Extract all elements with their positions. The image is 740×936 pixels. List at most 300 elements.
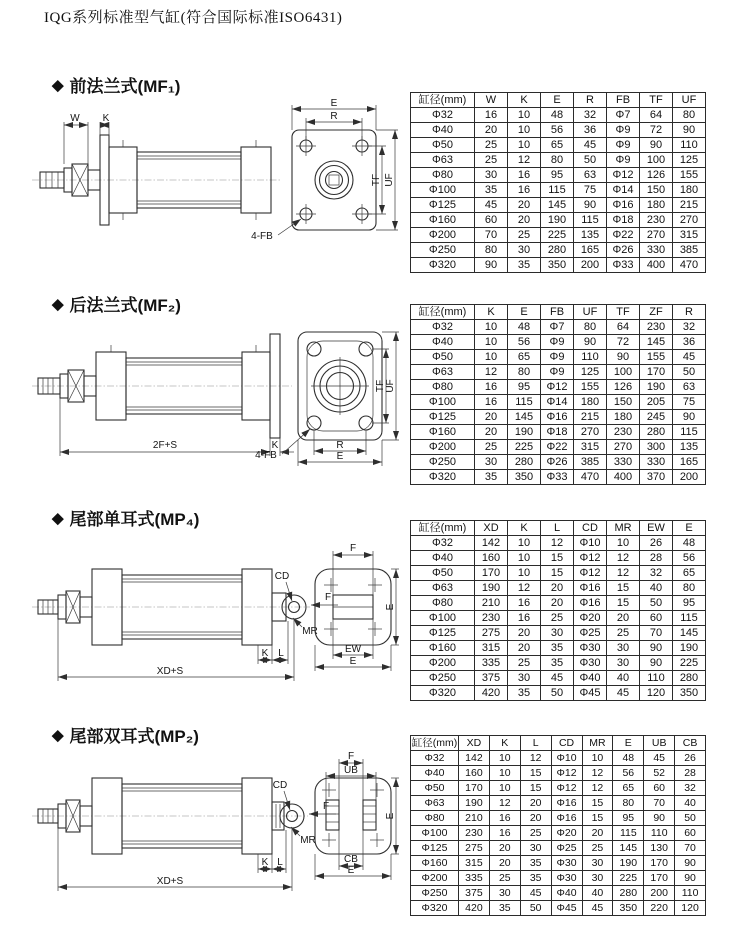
column-header: UB [644, 736, 675, 751]
spec-value-cell: 60 [675, 826, 706, 841]
spec-value-cell: 25 [520, 826, 551, 841]
spec-table-mf2 [410, 304, 706, 485]
section-heading-mp4 [52, 505, 199, 530]
spec-value-cell: 210 [459, 811, 490, 826]
spec-value-cell: Φ40 [551, 886, 582, 901]
spec-value-cell: 65 [673, 566, 706, 581]
bore-diameter-cell: Φ50 [411, 350, 475, 365]
spec-table-mp4 [410, 520, 706, 701]
spec-value-cell: 35 [475, 470, 508, 485]
spec-value-cell: 95 [541, 168, 574, 183]
spec-value-cell: 35 [508, 686, 541, 701]
spec-value-cell: 160 [475, 551, 508, 566]
spec-value-cell: 75 [673, 395, 706, 410]
table-row [411, 596, 706, 611]
spec-value-cell: Φ9 [541, 335, 574, 350]
spec-value-cell: 45 [475, 198, 508, 213]
spec-value-cell: 35 [541, 656, 574, 671]
column-header: FB [541, 305, 574, 320]
dim-label-k: K [261, 648, 269, 659]
spec-value-cell: 64 [607, 320, 640, 335]
spec-value-cell: 25 [475, 153, 508, 168]
page-title: IQG系列标准型气缸(符合国际标准ISO6431) [44, 10, 343, 26]
spec-value-cell: 16 [475, 395, 508, 410]
spec-value-cell: Φ40 [574, 671, 607, 686]
spec-value-cell: 63 [673, 380, 706, 395]
spec-value-cell: 270 [574, 425, 607, 440]
spec-value-cell: 270 [607, 440, 640, 455]
bore-diameter-cell: Φ125 [411, 198, 475, 213]
dim-label-uf: UF [384, 173, 395, 187]
spec-value-cell: 225 [508, 440, 541, 455]
spec-value-cell: 26 [675, 751, 706, 766]
spec-value-cell: 200 [574, 258, 607, 273]
spec-value-cell: 205 [640, 395, 673, 410]
table-row [411, 425, 706, 440]
spec-value-cell: 20 [508, 198, 541, 213]
table-row [411, 440, 706, 455]
bore-diameter-cell: Φ125 [411, 841, 459, 856]
spec-value-cell: Φ30 [574, 641, 607, 656]
bore-diameter-cell: Φ40 [411, 766, 459, 781]
table-row [411, 198, 706, 213]
spec-value-cell: 180 [574, 395, 607, 410]
table-row [411, 258, 706, 273]
spec-value-cell: 90 [640, 138, 673, 153]
bore-diameter-cell: Φ63 [411, 796, 459, 811]
column-header: 缸径(mm) [411, 93, 475, 108]
spec-value-cell: 20 [475, 425, 508, 440]
spec-value-cell: 230 [640, 213, 673, 228]
spec-value-cell: 230 [640, 320, 673, 335]
spec-value-cell: 190 [673, 641, 706, 656]
bore-diameter-cell: Φ160 [411, 856, 459, 871]
spec-value-cell: 115 [508, 395, 541, 410]
dim-label-k: K [261, 857, 269, 868]
spec-value-cell: Φ30 [551, 871, 582, 886]
section-heading-mp2 [52, 722, 199, 747]
bore-diameter-cell: Φ250 [411, 886, 459, 901]
spec-value-cell: 10 [508, 566, 541, 581]
spec-value-cell: 126 [607, 380, 640, 395]
bore-diameter-cell: Φ320 [411, 470, 475, 485]
table-row [411, 335, 706, 350]
column-header: EW [640, 521, 673, 536]
table-row [411, 320, 706, 335]
spec-value-cell: Φ20 [574, 611, 607, 626]
spec-value-cell: 80 [508, 365, 541, 380]
technical-drawing-single-ear [30, 535, 400, 690]
spec-value-cell: 10 [508, 551, 541, 566]
bore-diameter-cell: Φ100 [411, 611, 475, 626]
table-row [411, 183, 706, 198]
spec-value-cell: 315 [475, 641, 508, 656]
spec-value-cell: 70 [644, 796, 675, 811]
spec-value-cell: 10 [475, 335, 508, 350]
spec-value-cell: 385 [673, 243, 706, 258]
section-heading-text: 后法兰式(MF₂) [69, 296, 181, 315]
column-header: L [541, 521, 574, 536]
table-row [411, 871, 706, 886]
bore-diameter-cell: Φ63 [411, 153, 475, 168]
spec-value-cell: 400 [640, 258, 673, 273]
column-header: K [489, 736, 520, 751]
spec-value-cell: 150 [607, 395, 640, 410]
dim-label-tf: TF [371, 173, 382, 187]
table-row [411, 350, 706, 365]
spec-value-cell: Φ9 [607, 153, 640, 168]
spec-value-cell: 330 [607, 455, 640, 470]
spec-value-cell: 470 [673, 258, 706, 273]
table-row [411, 626, 706, 641]
spec-value-cell: 15 [607, 581, 640, 596]
dim-label-xds: XD+S [156, 666, 184, 677]
spec-value-cell: 30 [489, 886, 520, 901]
spec-value-cell: 12 [582, 781, 613, 796]
spec-value-cell: 40 [640, 581, 673, 596]
spec-value-cell: 40 [582, 886, 613, 901]
table-header-row [411, 305, 706, 320]
bore-diameter-cell: Φ32 [411, 108, 475, 123]
spec-value-cell: 10 [508, 108, 541, 123]
spec-value-cell: Φ33 [607, 258, 640, 273]
spec-value-cell: 95 [508, 380, 541, 395]
spec-value-cell: Φ14 [541, 395, 574, 410]
dim-label-e-bottom: E [347, 865, 355, 876]
column-header: FB [607, 93, 640, 108]
spec-value-cell: Φ9 [607, 138, 640, 153]
spec-value-cell: Φ20 [551, 826, 582, 841]
table-row [411, 796, 706, 811]
table-row [411, 243, 706, 258]
spec-value-cell: Φ16 [541, 410, 574, 425]
spec-value-cell: 25 [489, 871, 520, 886]
table-header-row [411, 521, 706, 536]
spec-value-cell: 35 [508, 258, 541, 273]
spec-value-cell: 12 [520, 751, 551, 766]
bore-diameter-cell: Φ80 [411, 380, 475, 395]
spec-value-cell: Φ45 [574, 686, 607, 701]
spec-value-cell: 90 [475, 258, 508, 273]
spec-value-cell: 350 [541, 258, 574, 273]
spec-value-cell: 48 [613, 751, 644, 766]
spec-value-cell: 170 [644, 856, 675, 871]
spec-value-cell: 80 [475, 243, 508, 258]
bore-diameter-cell: Φ80 [411, 811, 459, 826]
spec-value-cell: 16 [475, 108, 508, 123]
spec-value-cell: Φ45 [551, 901, 582, 916]
spec-value-cell: 25 [475, 138, 508, 153]
bore-diameter-cell: Φ63 [411, 581, 475, 596]
spec-value-cell: 70 [675, 841, 706, 856]
dim-label-f-top: F [347, 751, 355, 762]
column-header: XD [475, 521, 508, 536]
spec-value-cell: 10 [508, 138, 541, 153]
spec-value-cell: 12 [541, 536, 574, 551]
spec-value-cell: 25 [475, 440, 508, 455]
spec-value-cell: 145 [541, 198, 574, 213]
spec-value-cell: 50 [520, 901, 551, 916]
spec-value-cell: 215 [574, 410, 607, 425]
column-header: TF [640, 93, 673, 108]
spec-value-cell: 20 [582, 826, 613, 841]
spec-value-cell: 48 [508, 320, 541, 335]
dim-label-mr: MR [302, 626, 318, 637]
spec-value-cell: 190 [508, 425, 541, 440]
bore-diameter-cell: Φ125 [411, 626, 475, 641]
spec-value-cell: 280 [640, 425, 673, 440]
spec-value-cell: 110 [574, 350, 607, 365]
column-header: CD [574, 521, 607, 536]
spec-value-cell: 20 [541, 581, 574, 596]
bore-diameter-cell: Φ50 [411, 781, 459, 796]
spec-value-cell: 275 [459, 841, 490, 856]
bore-diameter-cell: Φ200 [411, 228, 475, 243]
spec-value-cell: 65 [613, 781, 644, 796]
spec-value-cell: 75 [574, 183, 607, 198]
spec-value-cell: 350 [613, 901, 644, 916]
spec-value-cell: 80 [574, 320, 607, 335]
spec-value-cell: 50 [675, 811, 706, 826]
spec-value-cell: 10 [475, 320, 508, 335]
spec-value-cell: 270 [640, 228, 673, 243]
spec-value-cell: 80 [541, 153, 574, 168]
dim-label-uf: UF [385, 379, 396, 393]
spec-value-cell: 375 [459, 886, 490, 901]
spec-value-cell: 25 [508, 228, 541, 243]
spec-value-cell: 165 [574, 243, 607, 258]
spec-value-cell: 180 [640, 198, 673, 213]
column-header: E [508, 305, 541, 320]
table-row [411, 123, 706, 138]
spec-value-cell: 190 [640, 380, 673, 395]
spec-value-cell: 48 [541, 108, 574, 123]
spec-value-cell: 32 [640, 566, 673, 581]
dim-label-e-bottom: E [349, 656, 357, 667]
table-row [411, 686, 706, 701]
spec-value-cell: 30 [508, 671, 541, 686]
bore-diameter-cell: Φ80 [411, 596, 475, 611]
table-row [411, 856, 706, 871]
column-header: UF [574, 305, 607, 320]
table-row [411, 455, 706, 470]
bore-diameter-cell: Φ200 [411, 440, 475, 455]
spec-value-cell: 150 [640, 183, 673, 198]
bore-diameter-cell: Φ50 [411, 566, 475, 581]
spec-value-cell: 20 [475, 410, 508, 425]
spec-value-cell: 280 [613, 886, 644, 901]
spec-value-cell: 63 [574, 168, 607, 183]
table-row [411, 826, 706, 841]
spec-value-cell: 45 [607, 686, 640, 701]
bore-diameter-cell: Φ40 [411, 335, 475, 350]
spec-value-cell: 25 [607, 626, 640, 641]
spec-value-cell: 48 [673, 536, 706, 551]
spec-value-cell: Φ33 [541, 470, 574, 485]
spec-value-cell: 190 [613, 856, 644, 871]
spec-value-cell: 35 [520, 871, 551, 886]
spec-value-cell: 30 [607, 641, 640, 656]
dim-label-e-right: E [385, 812, 396, 820]
spec-value-cell: Φ30 [551, 856, 582, 871]
spec-value-cell: 180 [673, 183, 706, 198]
spec-value-cell: 25 [508, 656, 541, 671]
column-header: ZF [640, 305, 673, 320]
cylinder-side-view [32, 334, 294, 456]
spec-value-cell: 180 [607, 410, 640, 425]
spec-value-cell: 335 [459, 871, 490, 886]
spec-value-cell: 36 [673, 335, 706, 350]
dim-label-cb: CB [344, 854, 358, 865]
spec-value-cell: 90 [673, 410, 706, 425]
spec-value-cell: 72 [607, 335, 640, 350]
spec-value-cell: 28 [675, 766, 706, 781]
spec-value-cell: Φ25 [551, 841, 582, 856]
dim-label-w: W [70, 113, 80, 124]
spec-value-cell: Φ7 [607, 108, 640, 123]
spec-value-cell: 110 [640, 671, 673, 686]
spec-value-cell: 115 [574, 213, 607, 228]
spec-value-cell: Φ22 [607, 228, 640, 243]
spec-value-cell: 32 [673, 320, 706, 335]
spec-value-cell: 20 [607, 611, 640, 626]
spec-value-cell: 12 [508, 153, 541, 168]
spec-value-cell: 145 [640, 335, 673, 350]
spec-value-cell: 125 [673, 153, 706, 168]
table-header-row [411, 93, 706, 108]
spec-value-cell: Φ12 [574, 551, 607, 566]
spec-value-cell: 80 [673, 108, 706, 123]
spec-value-cell: 45 [582, 901, 613, 916]
column-header: K [508, 521, 541, 536]
dim-label-e: E [336, 451, 344, 462]
dim-label-cd: CD [274, 571, 290, 582]
spec-value-cell: 420 [459, 901, 490, 916]
table-row [411, 138, 706, 153]
spec-value-cell: 170 [475, 566, 508, 581]
spec-value-cell: 100 [607, 365, 640, 380]
flange-front-view [251, 98, 398, 242]
dim-label-f: F [324, 592, 332, 603]
spec-value-cell: 12 [489, 796, 520, 811]
column-header: MR [582, 736, 613, 751]
dim-label-r: R [330, 111, 338, 122]
table-body [411, 108, 706, 273]
dim-label-2fs: 2F+S [152, 440, 178, 451]
column-header: W [475, 93, 508, 108]
spec-value-cell: 90 [640, 656, 673, 671]
spec-value-cell: Φ10 [551, 751, 582, 766]
spec-value-cell: 12 [475, 365, 508, 380]
dim-label-mr: MR [300, 835, 316, 846]
column-header: 缸径(mm) [411, 305, 475, 320]
spec-value-cell: 100 [640, 153, 673, 168]
bore-diameter-cell: Φ160 [411, 641, 475, 656]
spec-value-cell: 30 [582, 871, 613, 886]
spec-value-cell: 115 [673, 611, 706, 626]
section-heading-mf1 [52, 72, 180, 97]
column-header: R [673, 305, 706, 320]
spec-value-cell: 80 [673, 581, 706, 596]
spec-value-cell: Φ18 [541, 425, 574, 440]
spec-value-cell: 15 [582, 796, 613, 811]
spec-value-cell: 165 [673, 455, 706, 470]
spec-value-cell: 220 [644, 901, 675, 916]
spec-value-cell: Φ10 [574, 536, 607, 551]
table-row [411, 886, 706, 901]
spec-value-cell: 20 [520, 796, 551, 811]
spec-value-cell: 215 [673, 198, 706, 213]
dim-label-e-right: E [385, 603, 396, 611]
column-header: K [475, 305, 508, 320]
bore-diameter-cell: Φ80 [411, 168, 475, 183]
spec-value-cell: 56 [541, 123, 574, 138]
spec-value-cell: 15 [520, 766, 551, 781]
spec-value-cell: 315 [459, 856, 490, 871]
dim-label-ub: UB [344, 765, 358, 776]
spec-value-cell: 26 [640, 536, 673, 551]
bore-diameter-cell: Φ100 [411, 395, 475, 410]
table-body [411, 751, 706, 916]
spec-value-cell: 70 [640, 626, 673, 641]
spec-value-cell: 35 [520, 856, 551, 871]
dim-label-r: R [336, 440, 344, 451]
table-row [411, 536, 706, 551]
spec-value-cell: 60 [644, 781, 675, 796]
column-header: CD [551, 736, 582, 751]
column-header: 缸径(mm) [411, 521, 475, 536]
spec-value-cell: 10 [582, 751, 613, 766]
spec-value-cell: 245 [640, 410, 673, 425]
table-row [411, 395, 706, 410]
ear-end-view [315, 543, 399, 671]
spec-value-cell: Φ12 [574, 566, 607, 581]
spec-value-cell: 10 [489, 751, 520, 766]
spec-value-cell: 230 [475, 611, 508, 626]
spec-value-cell: 95 [613, 811, 644, 826]
spec-value-cell: 60 [640, 611, 673, 626]
spec-value-cell: 20 [508, 213, 541, 228]
spec-value-cell: 56 [508, 335, 541, 350]
column-header: E [673, 521, 706, 536]
table-row [411, 671, 706, 686]
spec-value-cell: 110 [644, 826, 675, 841]
spec-value-cell: 135 [574, 228, 607, 243]
spec-value-cell: Φ9 [541, 365, 574, 380]
spec-value-cell: 56 [673, 551, 706, 566]
dim-label-e: E [330, 98, 338, 109]
spec-value-cell: 230 [459, 826, 490, 841]
spec-value-cell: 32 [675, 781, 706, 796]
table-row [411, 365, 706, 380]
spec-value-cell: Φ16 [607, 198, 640, 213]
section-heading-text: 尾部单耳式(MP₄) [69, 510, 200, 529]
spec-value-cell: Φ7 [541, 320, 574, 335]
spec-value-cell: 16 [508, 611, 541, 626]
dim-label-l: L [278, 648, 284, 659]
bore-diameter-cell: Φ250 [411, 455, 475, 470]
spec-value-cell: 145 [508, 410, 541, 425]
column-header: K [508, 93, 541, 108]
spec-value-cell: 190 [475, 581, 508, 596]
spec-value-cell: 25 [582, 841, 613, 856]
bore-diameter-cell: Φ160 [411, 425, 475, 440]
bore-diameter-cell: Φ250 [411, 243, 475, 258]
spec-value-cell: 16 [475, 380, 508, 395]
spec-value-cell: 142 [475, 536, 508, 551]
dim-label-4fb: 4-FB [251, 231, 273, 242]
spec-value-cell: 36 [574, 123, 607, 138]
